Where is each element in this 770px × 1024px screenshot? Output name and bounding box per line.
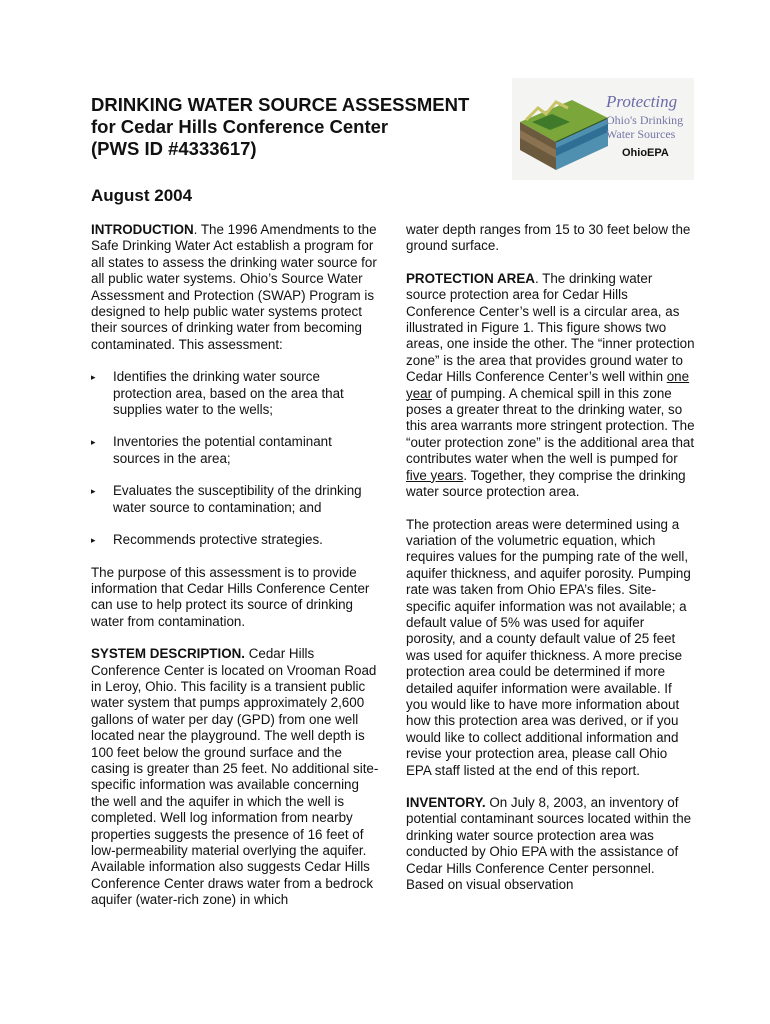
introduction-heading: INTRODUCTION (91, 222, 194, 237)
ohio-epa-logo (512, 78, 694, 180)
list-item-text: Evaluates the susceptibility of the drinking water source to contamination; and (113, 483, 362, 515)
svg-text:OhioEPA: OhioEPA (622, 147, 669, 159)
one-year-underlined: one year (406, 369, 690, 401)
protection-area-paragraph (406, 271, 696, 501)
bullet-icon: ▸ (91, 535, 96, 546)
introduction-paragraph (91, 222, 381, 353)
five-years-underlined: five years (406, 467, 464, 483)
system-description-text: Cedar Hills Conference Center is located on Vrooman Road in Leroy, Ohio. This facility is a transient public water system that pumps approximately 2,600 gallons of water per day (GPD) from one well located near the playground. The well depth is 100 feet below the ground surface and the casing is greater than 25 feet. No additional site-specific information was available concerning the well and the aquifer in which the well is completed. Well log information from nearby properties suggests the presence of 16 feet of low-permeability material overlying the aquifer. Available information also suggests Cedar Hills Conference Center draws water from a bedrock aquifer (water-rich zone) in which (91, 646, 379, 908)
list-item-text: Identifies the drinking water source protection area, based on the area that supplies water to the wells; (113, 369, 344, 418)
inventory-heading: INVENTORY. (406, 795, 486, 810)
protection-text-b: of pumping. A chemical spill in this zone poses a greater threat to the drinking water, so this area warrants more stringent protection. The “outer protection zone” is the additional area that contributes water when the well is pumped for (406, 385, 695, 467)
introduction-text: . The 1996 Amendments to the Safe Drinking Water Act establish a program for all states to assess the drinking water source for all public water systems. Ohio’s Source Water Assessment and Protection (SWAP) Program is designed to help public water systems protect their sources of drinking water from becoming contaminated. This assessment: (91, 222, 377, 352)
left-column (91, 222, 381, 925)
continuation-paragraph: water depth ranges from 15 to 30 feet below the ground surface. (406, 222, 691, 254)
bullet-icon: ▸ (91, 437, 96, 448)
protection-text-a: . The drinking water source protection area for Cedar Hills Conference Center’s well is a circular area, as illustrated in Figure 1. This figure shows two areas, one inside the other. The “inner protection zone” is the area that provides ground water to Cedar Hills Conference Center’s well within (406, 270, 695, 385)
svg-text:Ohio's Drinking: Ohio's Drinking (606, 113, 684, 127)
title-line-2: for Cedar Hills Conference Center (91, 116, 389, 137)
bullet-icon: ▸ (91, 486, 96, 497)
protection-area-heading: PROTECTION AREA (406, 270, 535, 286)
protection-text-c: . Together, they comprise the drinking water source protection area. (406, 467, 686, 500)
inventory-text: On July 8, 2003, an inventory of potential contaminant sources located within the drinking water source protection area was conducted by Ohio EPA with the assistance of Cedar Hills Conference Center personnel. Based on visual observation (406, 795, 692, 893)
list-item (91, 369, 381, 418)
document-title (91, 94, 511, 160)
inventory-paragraph (406, 795, 696, 893)
list-item (91, 483, 381, 516)
assessment-list (91, 369, 381, 548)
list-item (91, 434, 381, 467)
document-date: August 2004 (91, 186, 193, 205)
system-description-paragraph (91, 646, 381, 909)
svg-text:Protecting: Protecting (606, 92, 678, 111)
purpose-paragraph: The purpose of this assessment is to provide information that Cedar Hills Conference Center can use to help protect its source of drinking water from contamination. (91, 564, 370, 629)
bullet-icon: ▸ (91, 372, 96, 383)
landscape-logo-icon (512, 78, 694, 180)
list-item (91, 532, 381, 548)
svg-text:Water Sources: Water Sources (606, 127, 676, 141)
title-line-1: DRINKING WATER SOURCE ASSESSMENT (91, 94, 470, 115)
system-description-heading: SYSTEM DESCRIPTION. (91, 646, 246, 662)
list-item-text: Inventories the potential contaminant sources in the area; (113, 434, 332, 466)
method-paragraph: The protection areas were determined using a variation of the volumetric equation, which requires values for the pumping rate of the well, aquifer thickness, and aquifer porosity. Pumping rate was taken from Ohio EPA’s files. Site-specific aquifer information was not available; a default value of 5% was used for aquifer porosity, and a county default value of 25 feet was used for aquifer thickness. A more precise protection area could be determined if more detailed aquifer information were available. If you would like to have more information about how this protection area was derived, or if you would like to collect additional information and revise your protection area, please call Ohio EPA staff listed at the end of this report. (406, 516, 691, 778)
list-item-text: Recommends protective strategies. (113, 532, 323, 548)
title-line-3: (PWS ID #4333617) (91, 138, 257, 159)
right-column (406, 222, 696, 909)
